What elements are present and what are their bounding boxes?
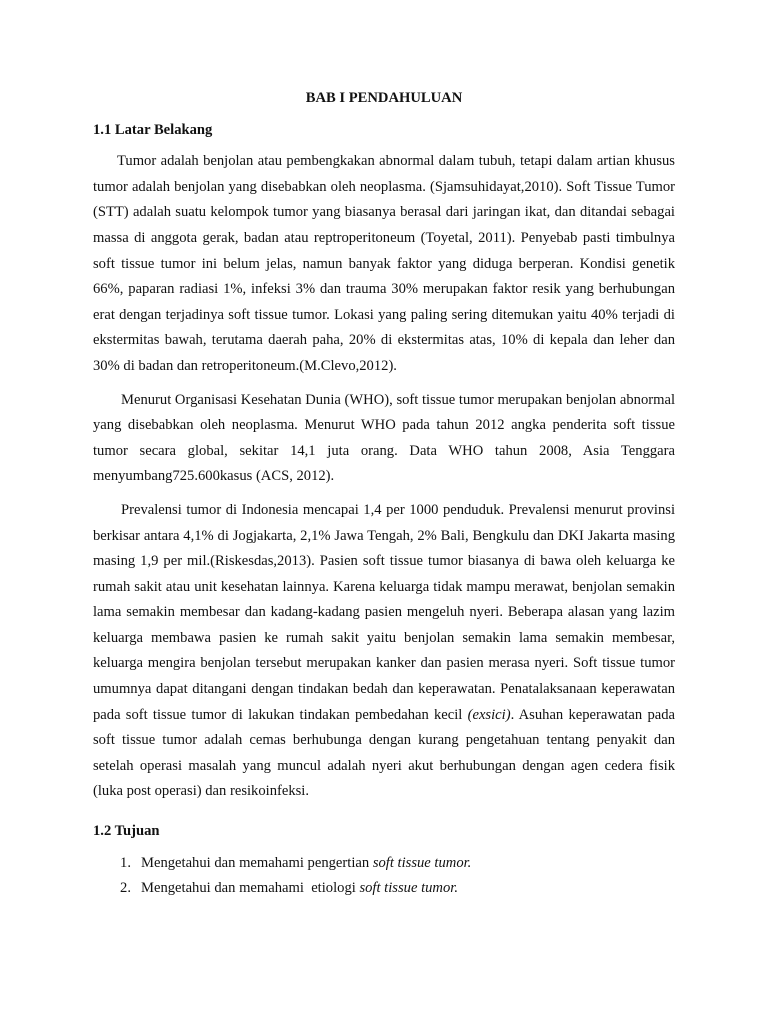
section-heading-latar-belakang: 1.1 Latar Belakang: [93, 121, 213, 138]
list-item-text-plain: Mengetahui dan memahami etiologi: [141, 880, 360, 897]
list-item-number: 1.: [120, 854, 131, 871]
chapter-title: BAB I PENDAHULUAN: [305, 90, 463, 106]
list-item-text: [141, 876, 458, 902]
list-item-text-italic: soft tissue tumor.: [372, 854, 472, 871]
paragraph-3-text-b: . Asuhan keperawatan pada soft tissue tumor adalah cemas berhubunga dengan kurang pengetahuan tentang penyakit dan setelah operasi masalah yang muncul adalah nyeri akut berhubungan dengan agen cedera fisik (luka post operasi) dan resikoinfeksi.: [93, 706, 675, 800]
list-item-text-italic: soft tissue tumor.: [359, 880, 458, 897]
list-item-number: 2.: [120, 880, 131, 897]
paragraph-3: [93, 498, 675, 805]
objectives-list: [93, 851, 675, 902]
section-heading-tujuan: 1.2 Tujuan: [93, 823, 160, 840]
document-page: [93, 86, 675, 902]
list-item-text: [141, 851, 471, 877]
paragraph-1: Tumor adalah benjolan atau pembengkakan abnormal dalam tubuh, tetapi dalam artian khusus tumor adalah benjolan yang disebabkan oleh neoplasma. (Sjamsuhidayat,2010). Soft Tissue Tumor (STT) adalah suatu kelompok tumor yang biasanya berasal dari jaringan ikat, dan ditandai sebagai massa di anggota gerak, badan atau reptroperitoneum (Toyetal, 2011). Penyebab pasti timbulnya soft tissue tumor ini belum jelas, namun banyak faktor yang diduga berperan. Kondisi genetik 66%, paparan radiasi 1%, infeksi 3% dan trauma 30% merupakan faktor resik yang berhubungan erat dengan terjadinya soft tissue tumor. Lokasi yang paling sering ditemukan yaitu 40% terjadi di ekstermitas bawah, terutama daerah paha, 20% di ekstermitas atas, 10% di kepala dan leher dan 30% di badan dan retroperitoneum.(M.Clevo,2012).: [93, 153, 675, 374]
list-item: [93, 851, 675, 877]
paragraph-2: Menurut Organisasi Kesehatan Dunia (WHO), soft tissue tumor merupakan benjolan abnormal yang disebabkan oleh neoplasma. Menurut WHO pada tahun 2012 angka penderita soft tissue tumor secara global, sekitar 14,1 juta orang. Data WHO tahun 2008, Asia Tenggara menyumbang725.600kasus (ACS, 2012).: [93, 391, 675, 485]
list-item-text-plain: Mengetahui dan memahami pengertian: [141, 854, 373, 871]
paragraph-3-italic: (exsici): [467, 706, 511, 723]
list-item: [93, 876, 675, 902]
paragraph-3-text-a: Prevalensi tumor di Indonesia mencapai 1,4 per 1000 penduduk. Prevalensi menurut provinsi berkisar antara 4,1% di Jogjakarta, 2,1% Jawa Tengah, 2% Bali, Bengkulu dan DKI Jakarta masing masing 1,9 per mil.(Riskesdas,2013). Pasien soft tissue tumor biasanya di bawa oleh keluarga ke rumah sakit atau unit kesehatan lainnya. Karena keluarga tidak mampu merawat, benjolan semakin lama semakin membesar dan kadang-kadang pasien mengeluh nyeri. Beberapa alasan yang lazim keluarga membawa pasien ke rumah sakit yaitu benjolan semakin lama semakin membesar, keluarga mengira benjolan tersebut merupakan kanker dan pasien merasa nyeri. Soft tissue tumor umumnya dapat ditangani dengan tindakan bedah dan keperawatan. Penatalaksanaan keperawatan pada soft tissue tumor di lakukan tindakan pembedahan kecil: [93, 501, 675, 723]
